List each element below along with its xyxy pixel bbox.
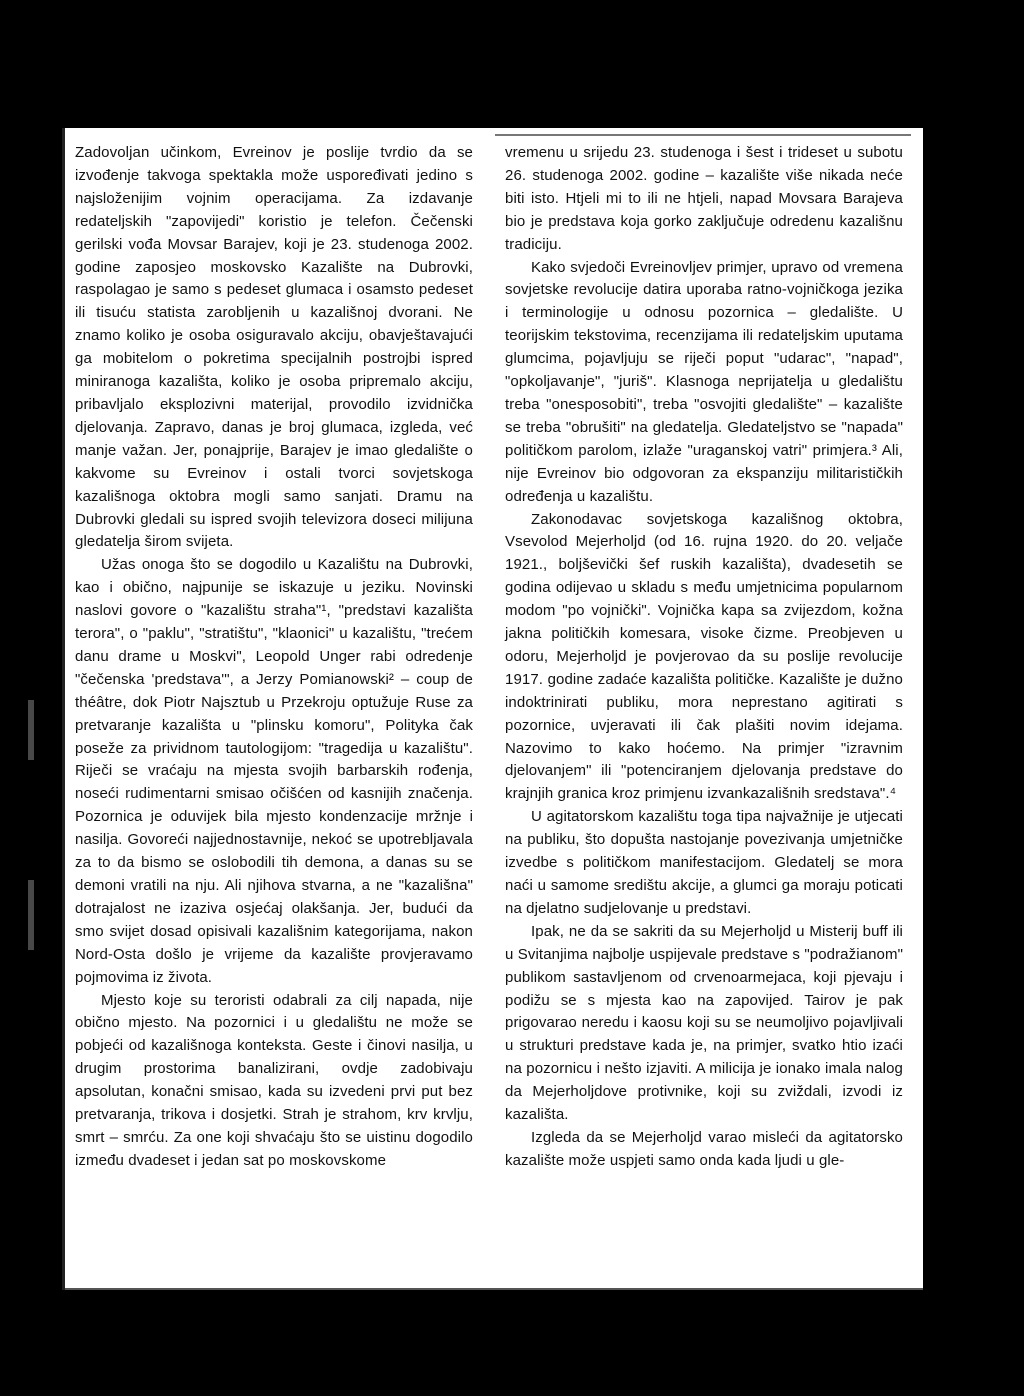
- paragraph: Užas onoga što se dogodilo u Kazalištu na Dubrovki, kao i obično, najpunije se iskazuje u jeziku. Novinski naslovi govore o "kazalištu straha"¹, "predstavi kazališta terora", o "paklu", "stratištu", "klaonici" u kazalištu, "trećem danu drame u Moskvi", Leopold Unger rabi odredenje "čečenska 'predstava'", a Jerzy Pomianowski² – coup de théâtre, dok Piotr Najsztub u Przekroju optužuje Ruse za pretvaranje kazališta u "plinsku komoru", Polityka čak poseže za prividnom tautologijom: "tragedija u kazalištu". Riječi se vraćaju na mjesta svojih barbarskih rođenja, noseći rudimentarni smisao očišćen od kasnijih značenja. Pozornica je oduvijek bila mjesto kondenzacije mržnje i nasilja. Govoreći najjednostavnije, nekoć se upotrebljavala za to da bismo se oslobodili tih demona, a danas su se demoni vratili na nju. Ali njihova stvarna, a ne "kazališna" dotrajalost ne izaziva osjećaj olakšanja. Jer, budući da smo svijet dosad opisivali kazališnim kategorijama, nakon Nord-Osta došlo je vrijeme da kazalište provjeravamo pojmovima iz života.: [75, 556, 473, 986]
- paragraph: Ipak, ne da se sakriti da su Mejerholjd u Misterij buff ili u Svitanjima najbolje uspijevale predstave s "podražianom" publikom sastavljenom od crvenoarmejaca, koji pjevaju i podižu se s mjesta kao na zapovijed. Tairov je pak prigovarao neredu i kaosu koji su se neumoljivo pojavljivali u strukturi predstave kada je, na primjer, svatko htio izaći na pozornicu i nešto izjaviti. A milicija je ionako imala nalog da Mejerholjdove protivnike, koji su zviždali, izvodi iz kazališta.: [505, 922, 903, 1124]
- paragraph: Zadovoljan učinkom, Evreinov je poslije tvrdio da se izvođenje takvoga spektakla može uspoređivati jedino s najsloženijim vojnim operacijama. Za izdavanje redateljskih "zapovijedi" koristio je telefon. Čečenski gerilski vođa Movsar Barajev, koji je 23. studenoga 2002. godine zaposjeo moskovsko Kazalište na Dubrovki, raspolagao je samo s pedeset glumaca i osamsto pedeset ili tisuću statista zarobljenih u kazališnoj dvorani. Ne znamo koliko je osoba osiguravalo akciju, obavještavajući ga mobitelom o pokretima specijalnih postrojbi ispred miniranoga kazališta, koliko je osoba pripremalo akciju, pribavljalo eksplozivni materijal, provodilo izvidnička djelovanja. Zapravo, danas je broj glumaca, izgleda, već manje važan. Jer, ponajprije, Barajev je imao gledalište o kakvome su Evreinov i ostali tvorci sovjetskoga kazališnoga oktobra mogli samo sanjati. Dramu na Dubrovki gledali su ispred svojih televizora doseci milijuna gledatelja širom svijeta.: [75, 144, 473, 551]
- scan-smudge: [28, 880, 34, 950]
- paragraph: Mjesto koje su teroristi odabrali za cilj napada, nije obično mjesto. Na pozornici i u gledalištu ne može se pobjeći od kazališnoga konteksta. Geste i činovi nasilja, u drugim prostorima banalizirani, ovdje zadobivaju apsolutan, konačni smisao, kada su izvedeni prvi put bez pretvaranja, trikova i dosjetki. Strah je strahom, krv krvlju, smrt – smrću. Za one koji shvaćaju što se uistinu dogodilo između dvadeset i jedan sat po moskovskome: [75, 991, 473, 1169]
- right-column: [505, 142, 903, 1173]
- top-rule: [495, 134, 911, 136]
- scan-smudge: [28, 700, 34, 760]
- paragraph: Izgleda da se Mejerholjd varao misleći da agitatorsko kazalište može uspjeti samo onda kada ljudi u gle-: [505, 1128, 903, 1169]
- bottom-rule: [65, 1288, 923, 1290]
- paragraph: Kako svjedoči Evreinovljev primjer, upravo od vremena sovjetske revolucije datira uporaba ratno-vojničkoga jezika i terminologije u odnosu pozornica – gledalište. U teorijskim tekstovima, recenzijama ili redateljskim uputama glumcima, pojavljuju se riječi poput "udarac", "napad", "opkoljavanje", "juriš". Klasnoga neprijatelja u gledalištu treba "onesposobiti", treba "osvojiti gledalište" – kazalište se treba "obrušiti" na gledatelja. Gledateljstvo se "napada" političkom parolom, izlaže "uraganskoj vatri" primjera.³ Ali, nije Evreinov bio odgovoran za ekspanziju militarističkih određenja u kazalištu.: [505, 258, 903, 505]
- paragraph: U agitatorskom kazalištu toga tipa najvažnije je utjecati na publiku, što dopušta nastojanje povezivanja umjetničke izvedbe s političkom manifestacijom. Gledatelj se mora naći u samome središtu akcije, a glumci ga moraju poticati na djelatno sudjelovanje u predstavi.: [505, 808, 903, 917]
- book-page: [62, 128, 923, 1290]
- paragraph: Zakonodavac sovjetskoga kazališnog oktobra, Vsevolod Mejerholjd (od 16. rujna 1920. do 20. veljače 1921., boljševički šef ruskih kazališta), dvadesetih se godina odijevao u skladu s među umjetnicima popularnom modom "po vojnički". Vojnička kapa sa zvijezdom, kožna jakna političkih komesara, visoke čizme. Preobjeven u odoru, Mejerholjd je povjerovao da su poslije revolucije 1917. godine zadaće kazališta političke. Kazalište je dužno indoktrinirati publiku, mora neprestano agitirati s pozornice, uvjeravati ili čak plašiti novim idejama. Nazovimo to kako hoćemo. Na primjer "izravnim djelovanjem" ili "potenciranjem djelovanja predstave do krajnjih granica kroz primjenu izvankazališnih sredstava".⁴: [505, 510, 903, 803]
- paragraph: vremenu u srijedu 23. studenoga i šest i trideset u subotu 26. studenoga 2002. godine – kazalište više nikada neće biti isto. Htjeli mi to ili ne htjeli, napad Movsara Barajeva bio je predstava koja gorko zaključuje odredenu kazališnu tradiciju.: [505, 144, 903, 253]
- left-column: [75, 142, 473, 1173]
